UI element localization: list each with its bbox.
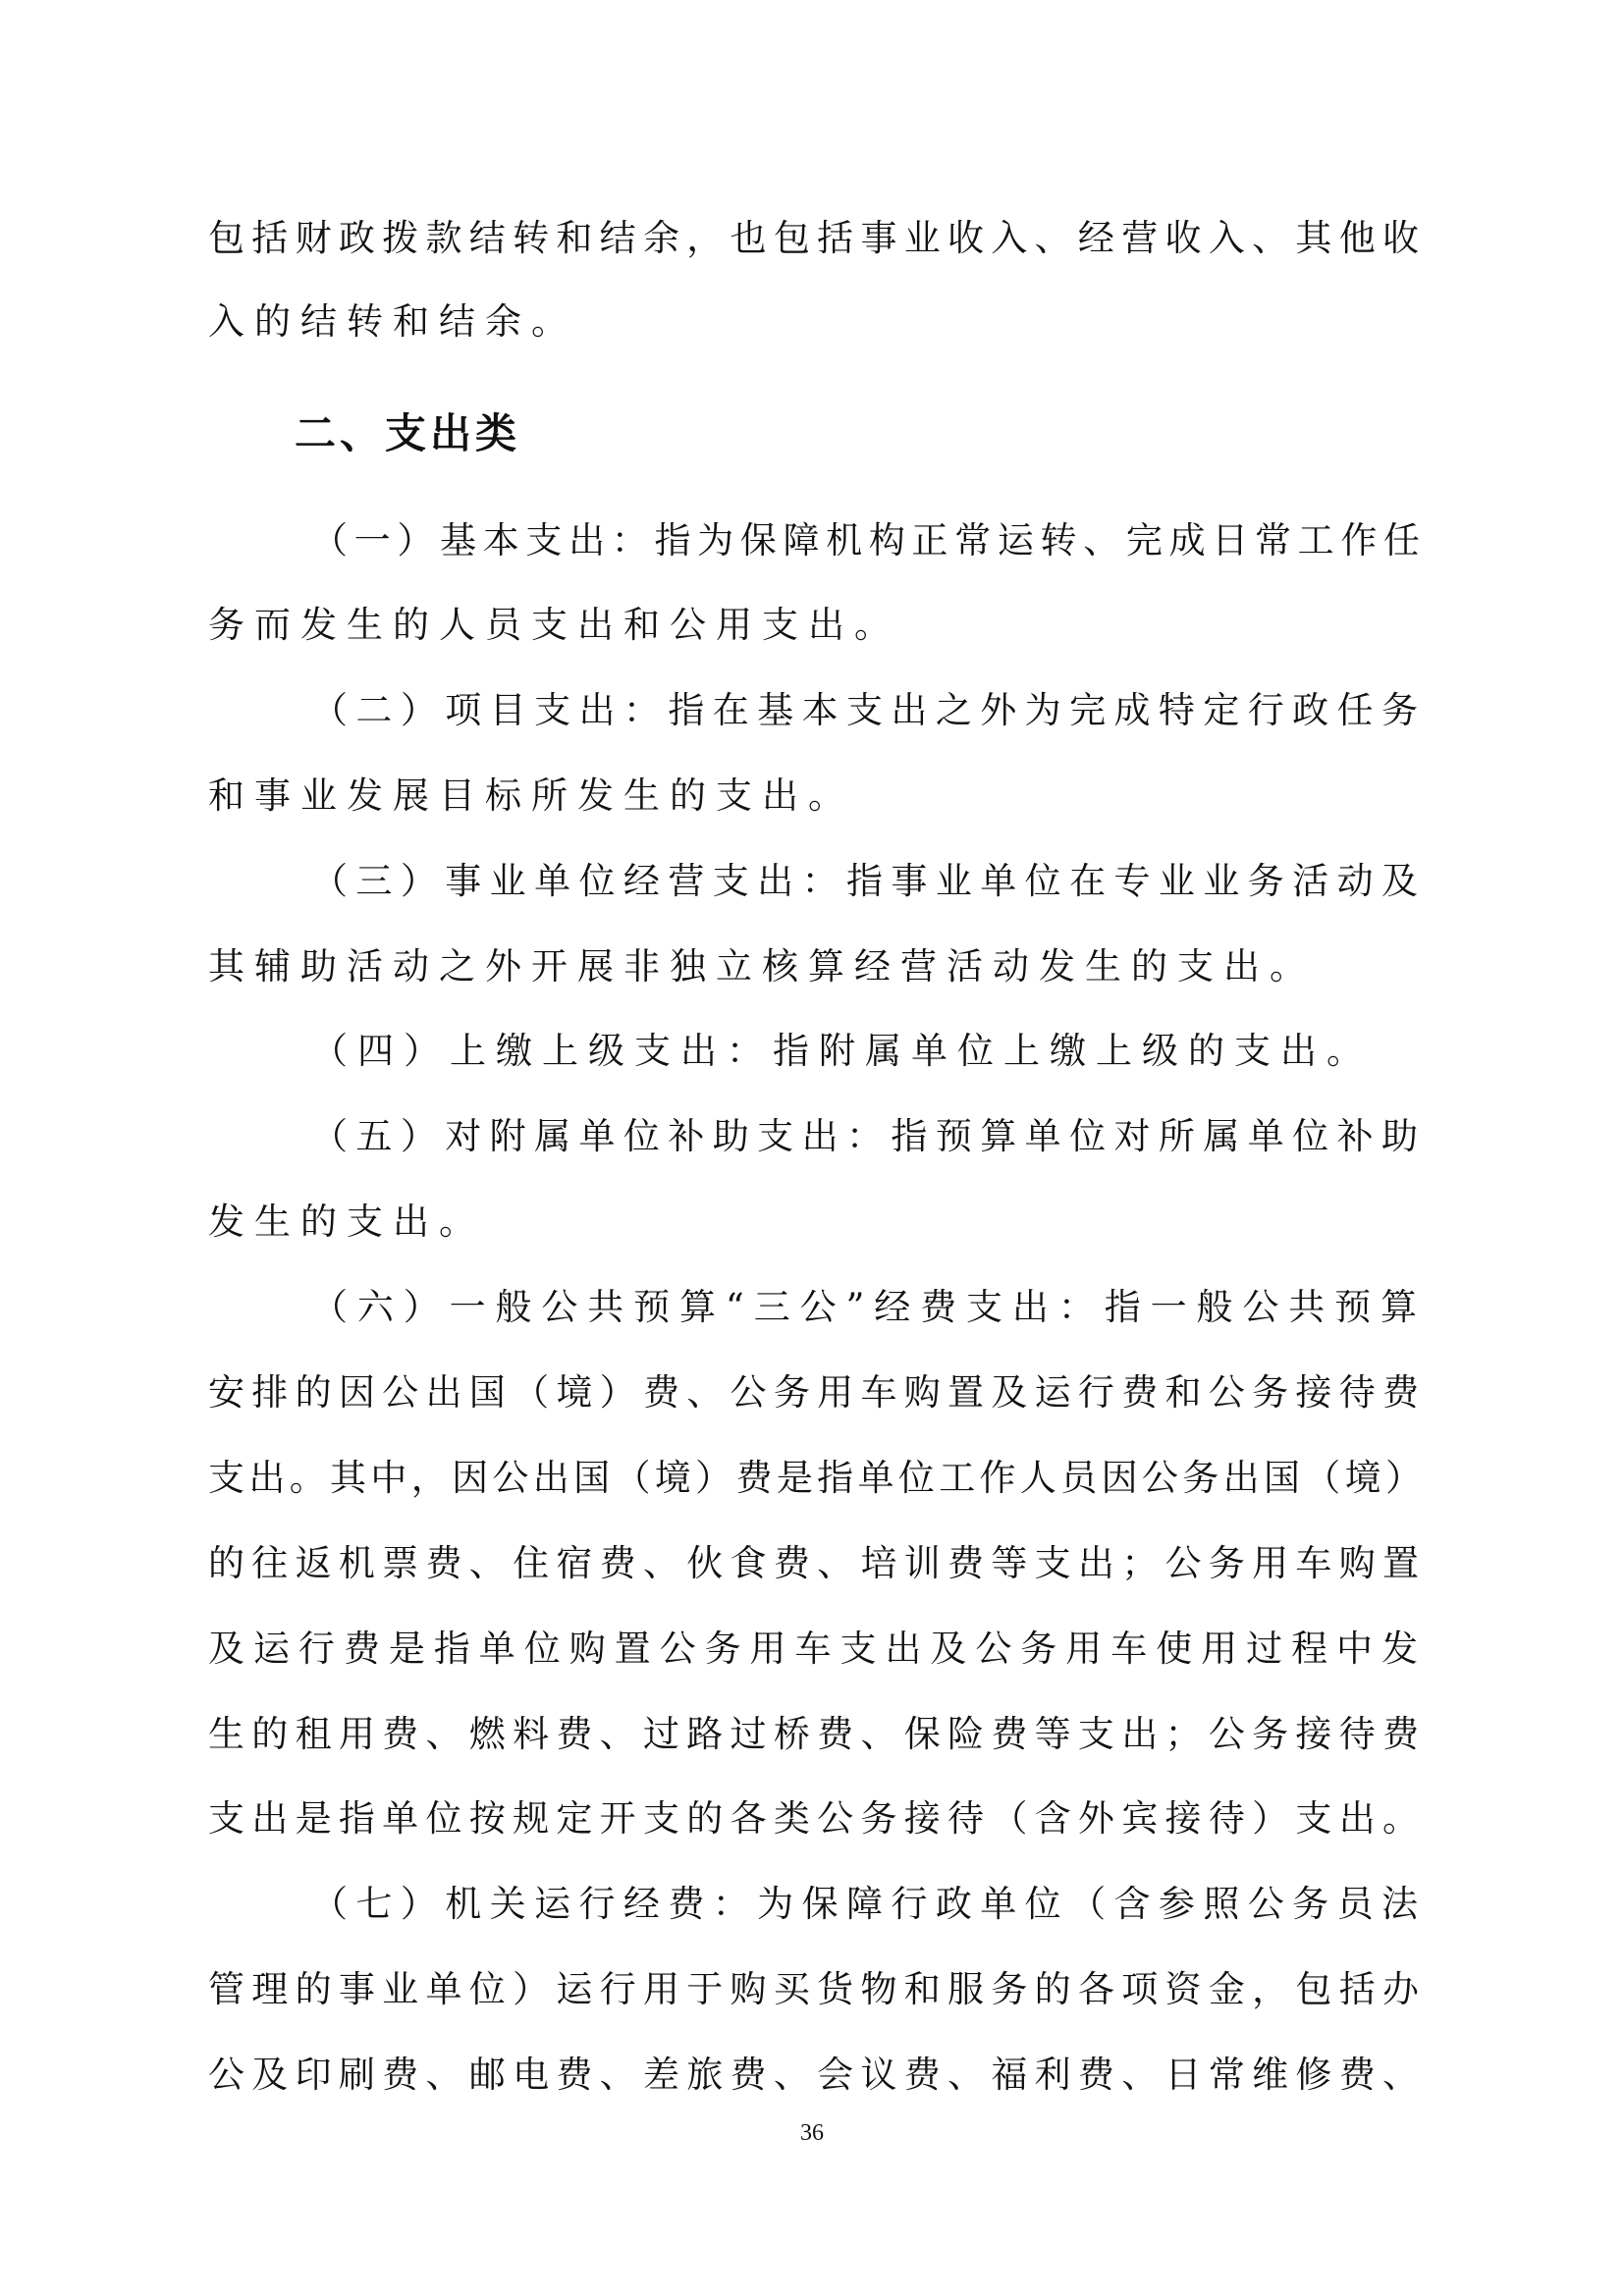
page-number: 36 bbox=[800, 2120, 824, 2146]
body-line: 及运行费是指单位购置公务用车支出及公务用车使用过程中发 bbox=[208, 1628, 1426, 1670]
body-line: 公及印刷费、邮电费、差旅费、会议费、福利费、日常维修费、 bbox=[208, 2054, 1426, 2096]
body-line: 入的结转和结余。 bbox=[208, 300, 577, 343]
paragraph-line: （四）上缴上级支出：指附属单位上缴上级的支出。 bbox=[311, 1030, 1373, 1072]
body-line: 包括财政拨款结转和结余，也包括事业收入、经营收入、其他收 bbox=[208, 217, 1426, 259]
paragraph-line: （七）机关运行经费：为保障行政单位（含参照公务员法 bbox=[311, 1883, 1426, 1925]
body-line: 生的租用费、燃料费、过路过桥费、保险费等支出；公务接待费 bbox=[208, 1713, 1426, 1755]
section-heading: 二、支出类 bbox=[295, 409, 521, 457]
body-line: 安排的因公出国（境）费、公务用车购置及运行费和公务接待费 bbox=[208, 1371, 1426, 1414]
body-line: 的往返机票费、住宿费、伙食费、培训费等支出；公务用车购置 bbox=[208, 1542, 1426, 1584]
body-line: 务而发生的人员支出和公用支出。 bbox=[208, 604, 900, 646]
paragraph-line: （二）项目支出：指在基本支出之外为完成特定行政任务 bbox=[311, 689, 1426, 731]
body-line: 管理的事业单位）运行用于购买货物和服务的各项资金，包括办 bbox=[208, 1968, 1426, 2010]
paragraph-line: （五）对附属单位补助支出：指预算单位对所属单位补助 bbox=[311, 1115, 1426, 1157]
body-line: 和事业发展目标所发生的支出。 bbox=[208, 774, 854, 817]
paragraph-line: （一）基本支出：指为保障机构正常运转、完成日常工作任 bbox=[311, 519, 1426, 561]
body-line: 支出是指单位按规定开支的各类公务接待（含外宾接待）支出。 bbox=[208, 1797, 1426, 1840]
body-line: 其辅助活动之外开展非独立核算经营活动发生的支出。 bbox=[208, 945, 1316, 988]
paragraph-line: （六）一般公共预算“三公”经费支出：指一般公共预算 bbox=[311, 1286, 1426, 1328]
paragraph-line: （三）事业单位经营支出：指事业单位在专业业务活动及 bbox=[311, 860, 1426, 902]
body-line: 支出。其中，因公出国（境）费是指单位工作人员因公务出国（境） bbox=[208, 1457, 1426, 1499]
body-line: 发生的支出。 bbox=[208, 1201, 485, 1243]
